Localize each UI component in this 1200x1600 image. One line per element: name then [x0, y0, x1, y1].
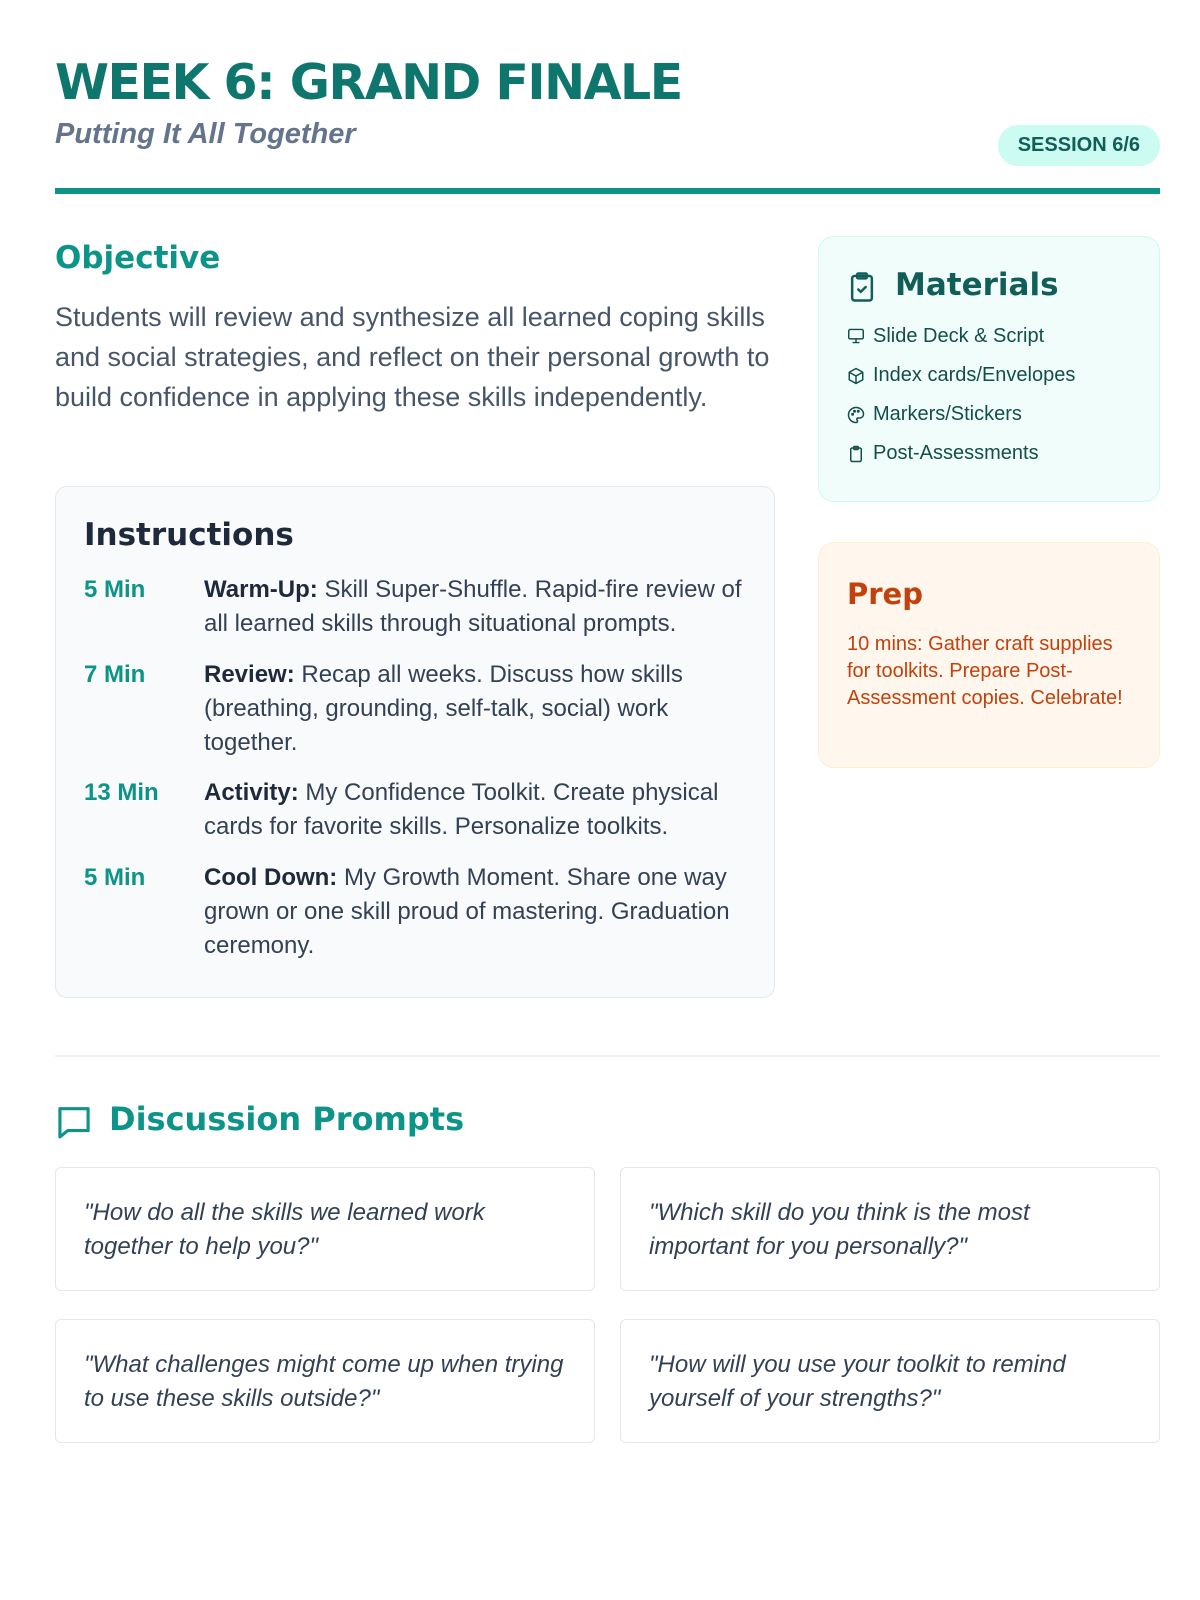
section-divider [55, 1055, 1160, 1057]
prep-card [818, 542, 1160, 768]
page-title: WEEK 6: GRAND FINALE [55, 54, 682, 111]
materials-item-label: Markers/Stickers [873, 403, 1022, 425]
materials-item-label: Index cards/Envelopes [873, 364, 1076, 386]
step-description [204, 658, 754, 760]
discussion-prompt-card [620, 1167, 1160, 1291]
clipboard-icon [847, 445, 865, 463]
step-label: Activity: [204, 779, 299, 806]
materials-item-label: Post-Assessments [873, 442, 1039, 464]
objective-text: Students will review and synthesize all learned coping skills and social strategies, and reflect on their personal growth to build confidence in applying these skills independently. [55, 302, 770, 412]
session-badge: SESSION 6/6 [998, 125, 1160, 166]
instructions-panel [55, 486, 775, 998]
step-detail: Skill Super-Shuffle. Rapid-fire review of all learned skills through situational prompts. [204, 576, 742, 637]
step-description [204, 861, 754, 963]
step-label: Review: [204, 661, 295, 688]
discussion-prompt-text: "How will you use your toolkit to remind yourself of your strengths?" [649, 1351, 1066, 1412]
step-detail: Recap all weeks. Discuss how skills (breathing, grounding, self-talk, social) work together. [204, 661, 683, 756]
discussion-prompt-card [55, 1167, 595, 1291]
materials-card [818, 236, 1160, 502]
lesson-page [55, 0, 1160, 1600]
step-detail: My Confidence Toolkit. Create physical cards for favorite skills. Personalize toolkits. [204, 779, 719, 840]
header [55, 48, 1160, 196]
step-duration: 7 Min [84, 661, 146, 688]
box-icon [847, 367, 865, 385]
clipboard-check-icon [847, 271, 877, 303]
discussion-heading: Discussion Prompts [109, 1100, 465, 1138]
step-description [204, 776, 754, 844]
prep-heading: Prep [847, 577, 923, 611]
discussion-prompt-card [55, 1319, 595, 1443]
message-square-icon [55, 1104, 93, 1140]
discussion-prompt-text: "How do all the skills we learned work together to help you?" [84, 1199, 485, 1260]
page-subtitle: Putting It All Together [55, 118, 356, 150]
discussion-prompt-card [620, 1319, 1160, 1443]
header-divider [55, 188, 1160, 194]
step-duration: 13 Min [84, 779, 159, 806]
materials-heading: Materials [895, 267, 1059, 303]
step-description [204, 573, 754, 641]
monitor-icon [847, 328, 865, 344]
step-duration: 5 Min [84, 576, 146, 603]
discussion-prompt-text: "Which skill do you think is the most important for you personally?" [649, 1199, 1030, 1260]
step-detail: My Growth Moment. Share one way grown or one skill proud of mastering. Graduation ceremony. [204, 864, 730, 959]
step-label: Warm-Up: [204, 576, 318, 603]
materials-item-label: Slide Deck & Script [873, 325, 1045, 347]
step-duration: 5 Min [84, 864, 146, 891]
step-label: Cool Down: [204, 864, 338, 891]
objective-heading: Objective [55, 240, 221, 276]
prep-text: 10 mins: Gather craft supplies for toolkits. Prepare Post-Assessment copies. Celebrate! [847, 633, 1123, 709]
discussion-header [55, 1100, 655, 1144]
palette-icon [847, 406, 865, 424]
discussion-prompt-text: "What challenges might come up when trying to use these skills outside?" [84, 1351, 564, 1412]
instructions-heading: Instructions [84, 517, 294, 553]
